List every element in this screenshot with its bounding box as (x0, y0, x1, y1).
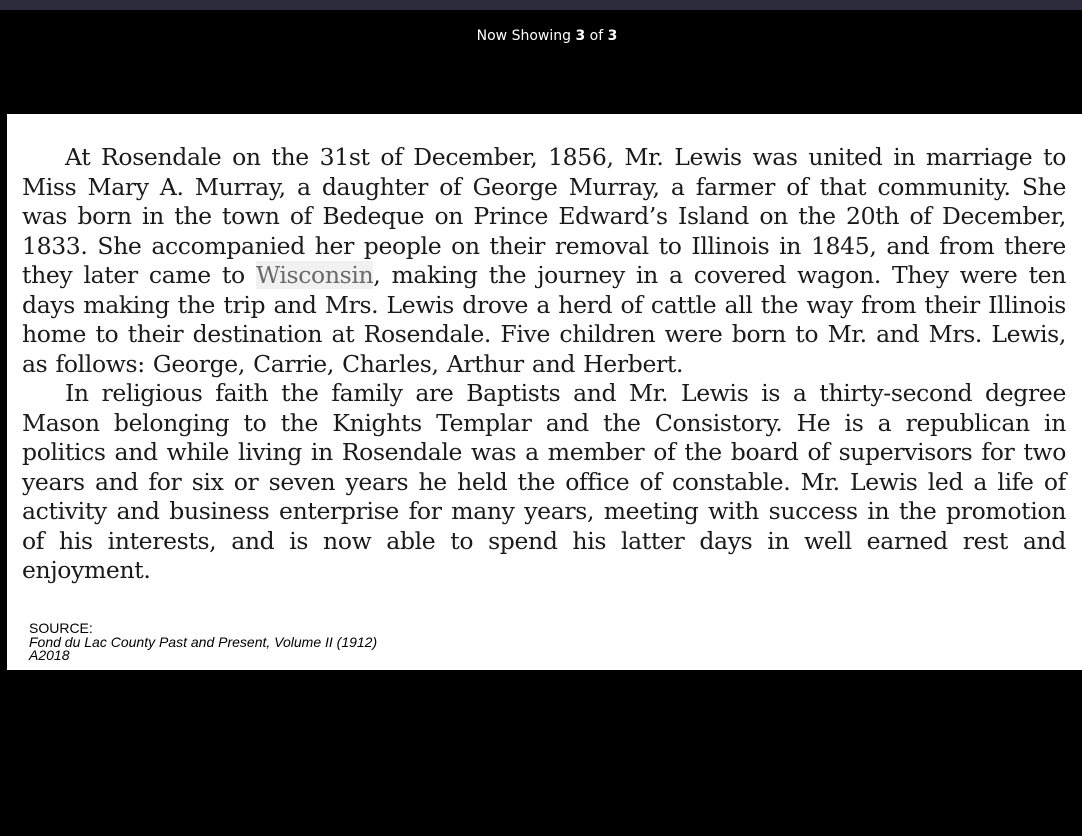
counter-prefix: Now Showing (476, 28, 571, 44)
slide-counter (0, 26, 1082, 46)
top-bar (0, 0, 1082, 10)
source-title: Fond du Lac County Past and Present, Volume II (1912) (29, 633, 378, 650)
article-text (22, 143, 1066, 586)
counter-of: of (589, 28, 604, 44)
article-paragraph-1 (22, 143, 1066, 379)
source-code: A2018 (29, 647, 70, 663)
source-label: SOURCE: (29, 620, 93, 636)
highlighted-word: Wisconsin (255, 261, 374, 289)
paragraph-1-text-start: At Rosendale on the 31st of December, 1856, Mr. Lewis was united in marriage to Miss Mary A. Murray, a daughter of George Murray, a farmer of that community. She was born in the town of Bedeque on Prince Edward’s Island on the 20th of December, 1833. She accompanied her people on their removal to Illinois in 1845, and from there they later came to (22, 143, 1066, 289)
source-citation (29, 622, 377, 663)
article-paragraph-2: In religious faith the family are Baptists and Mr. Lewis is a thirty-second degree Mason belonging to the Knights Templar and the Consistory. He is a republican in politics and while living in Rosendale was a member of the board of supervisors for two years and for six or seven years he held the office of constable. Mr. Lewis led a life of activity and business enterprise for many years, meeting with success in the promotion of his interests, and is now able to spend his latter days in well earned rest and enjoyment. (22, 379, 1066, 584)
paragraph-1-text-end: , making the journey in a covered wagon. They were ten days making the trip and Mrs. Lewis drove a herd of cattle all the way from their Illinois home to their destination at Rosendale. Five children were born to Mr. and Mrs. Lewis, as follows: George, Carrie, Charles, Arthur and Herbert. (22, 261, 1066, 378)
counter-current: 3 (575, 28, 586, 44)
document-image (7, 114, 1082, 670)
counter-total: 3 (607, 28, 618, 44)
